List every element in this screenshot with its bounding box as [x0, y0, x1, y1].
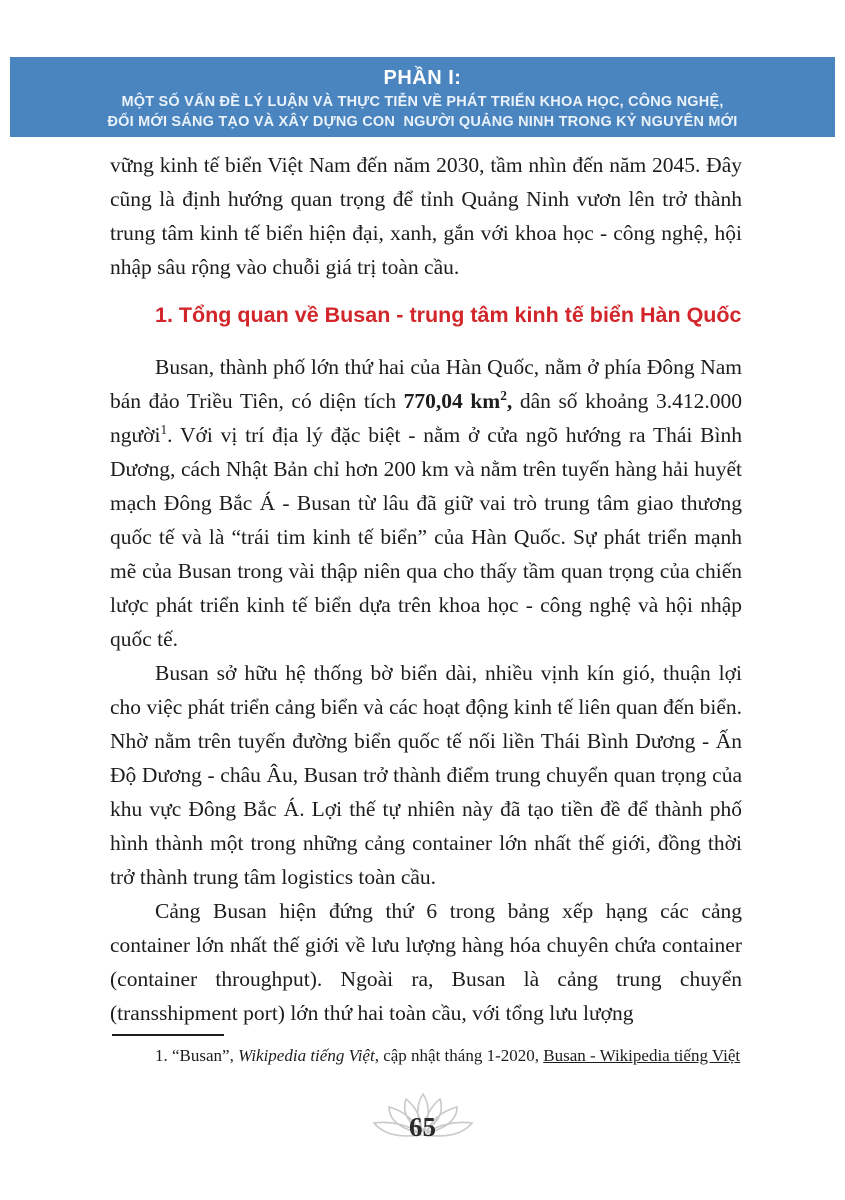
part-label: PHẦN I:: [383, 66, 462, 89]
paragraph-coastline: Busan sở hữu hệ thống bờ biển dài, nhiều vịnh kín gió, thuận lợi cho việc phát triển cảng biển và các hoạt động kinh tế liên quan đến biển. Nhờ nằm trên tuyến đường biển quốc tế nối liền Thái Bình Dương - Ấn Độ Dương - châu Âu, Busan trở thành điểm trung chuyển quan trọng của khu vực Đông Bắc Á. Lợi thế tự nhiên này đã tạo tiền đề để thành phố hình thành một trong những cảng container lớn nhất thế giới, đồng thời trở thành trung tâm logistics toàn cầu.: [110, 661, 742, 889]
header-banner: [10, 57, 835, 137]
text-segment: Busan, thành phố lớn thứ hai của Hàn Quốc, nằm ở phía Đông Nam bán đảo Triều Tiên, có diện tích: [110, 355, 742, 413]
paragraph-busan-overview: [110, 350, 742, 656]
text-segment: 1. “Busan”,: [155, 1046, 239, 1065]
footnote-reference: 1: [160, 421, 168, 437]
header-line-2: ĐỔI MỚI SÁNG TẠO VÀ XÂY DỰNG CON NGƯỜI QUẢNG NINH TRONG KỶ NGUYÊN MỚI: [107, 113, 738, 130]
text-segment: dân số khoảng 3.412.000 người: [110, 389, 742, 447]
text-segment: 770,04 km: [403, 389, 501, 413]
section-heading: 1. Tổng quan về Busan - trung tâm kinh tế biển Hàn Quốc: [155, 303, 742, 327]
text-segment: ,: [506, 389, 513, 413]
page-footer: [0, 1092, 845, 1150]
text-segment: Wikipedia tiếng Việt: [238, 1046, 375, 1065]
superscript: 2: [500, 387, 507, 403]
text-segment: , cập nhật tháng 1-2020,: [374, 1046, 544, 1065]
paragraph-continuation: vững kinh tế biển Việt Nam đến năm 2030, tầm nhìn đến năm 2045. Đây cũng là định hướng quan trọng để tỉnh Quảng Ninh vươn lên trở thành trung tâm kinh tế biển hiện đại, xanh, gắn với khoa học - công nghệ, hội nhập sâu rộng vào chuỗi giá trị toàn cầu.: [110, 153, 742, 279]
lotus-emblem: [371, 1092, 475, 1150]
paragraph-port-ranking: Cảng Busan hiện đứng thứ 6 trong bảng xếp hạng các cảng container lớn nhất thế giới về lưu lượng hàng hóa chuyên chứa container (container throughput). Ngoài ra, Busan là cảng trung chuyển (transshipment port) lớn thứ hai toàn cầu, với tổng lưu lượng: [110, 899, 742, 1025]
footnote-link[interactable]: Busan - Wikipedia tiếng Việt: [543, 1046, 741, 1065]
footnote-text: [110, 1040, 742, 1071]
page-body: [110, 148, 742, 1030]
header-line-1: MỘT SỐ VẤN ĐỀ LÝ LUẬN VÀ THỰC TIỄN VỀ PHÁT TRIỂN KHOA HỌC, CÔNG NGHỆ,: [121, 93, 724, 110]
footnote-section: [110, 1034, 742, 1071]
text-segment: . Với vị trí địa lý đặc biệt - nằm ở cửa ngõ hướng ra Thái Bình Dương, cách Nhật Bản chỉ hơn 200 km và nằm trên tuyến hàng hải huyết mạch Đông Bắc Á - Busan từ lâu đã giữ vai trò trung tâm giao thương quốc tế và là “trái tim kinh tế biển” của Hàn Quốc. Sự phát triển mạnh mẽ của Busan trong vài thập niên qua cho thấy tầm quan trọng của chiến lược phát triển kinh tế biển dựa trên khoa học - công nghệ và hội nhập quốc tế.: [110, 423, 742, 651]
page-number: 65: [409, 1112, 436, 1142]
footnote-separator: [112, 1034, 224, 1036]
